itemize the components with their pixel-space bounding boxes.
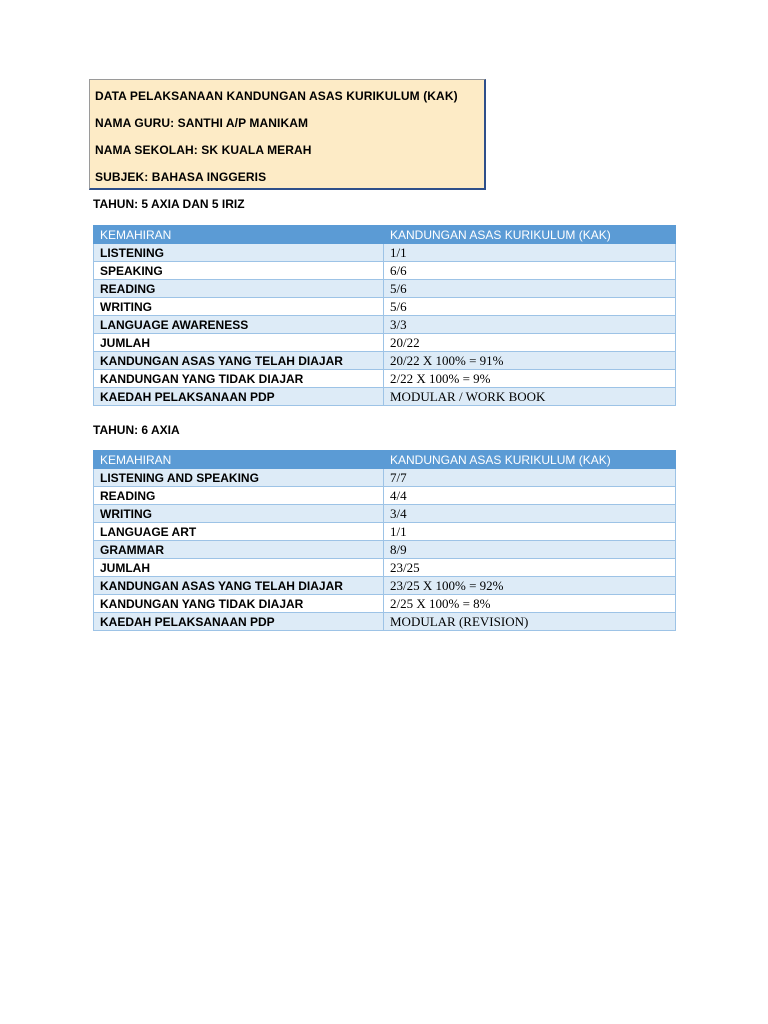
section-label-year5: TAHUN: 5 AXIA DAN 5 IRIZ	[93, 197, 245, 211]
skill-cell: LISTENING	[94, 244, 384, 262]
skill-cell: LANGUAGE ART	[94, 523, 384, 541]
skill-cell: LISTENING AND SPEAKING	[94, 469, 384, 487]
skill-cell: SPEAKING	[94, 262, 384, 280]
header-info-box	[89, 79, 486, 190]
table-row	[94, 280, 676, 298]
value-cell: 5/6	[384, 298, 676, 316]
kak-table-year6	[93, 450, 676, 631]
value-cell: 5/6	[384, 280, 676, 298]
value-cell: 7/7	[384, 469, 676, 487]
table-row	[94, 370, 676, 388]
table-row	[94, 298, 676, 316]
column-header-skill: KEMAHIRAN	[94, 451, 384, 469]
skill-cell: READING	[94, 487, 384, 505]
section-label-year6: TAHUN: 6 AXIA	[93, 423, 180, 437]
table-row	[94, 505, 676, 523]
value-cell: MODULAR / WORK BOOK	[384, 388, 676, 406]
value-cell: 2/25 X 100% = 8%	[384, 595, 676, 613]
table-row	[94, 388, 676, 406]
value-cell: 4/4	[384, 487, 676, 505]
value-cell: 23/25 X 100% = 92%	[384, 577, 676, 595]
skill-cell: WRITING	[94, 298, 384, 316]
table-row	[94, 334, 676, 352]
skill-cell: JUMLAH	[94, 334, 384, 352]
value-cell: 3/3	[384, 316, 676, 334]
value-cell: 3/4	[384, 505, 676, 523]
value-cell: MODULAR (REVISION)	[384, 613, 676, 631]
skill-cell: READING	[94, 280, 384, 298]
table-header-row	[94, 226, 676, 244]
value-cell: 20/22 X 100% = 91%	[384, 352, 676, 370]
table-row	[94, 541, 676, 559]
value-cell: 6/6	[384, 262, 676, 280]
school-name: NAMA SEKOLAH: SK KUALA MERAH	[95, 143, 312, 157]
skill-cell: WRITING	[94, 505, 384, 523]
skill-cell: GRAMMAR	[94, 541, 384, 559]
skill-cell: KANDUNGAN YANG TIDAK DIAJAR	[94, 595, 384, 613]
table-row	[94, 523, 676, 541]
table-row	[94, 262, 676, 280]
table-row	[94, 244, 676, 262]
skill-cell: KANDUNGAN YANG TIDAK DIAJAR	[94, 370, 384, 388]
value-cell: 23/25	[384, 559, 676, 577]
table-row	[94, 487, 676, 505]
column-header-kak: KANDUNGAN ASAS KURIKULUM (KAK)	[384, 451, 676, 469]
table-row	[94, 595, 676, 613]
kak-table-year5	[93, 225, 676, 406]
skill-cell: JUMLAH	[94, 559, 384, 577]
table-header-row	[94, 451, 676, 469]
skill-cell: LANGUAGE AWARENESS	[94, 316, 384, 334]
table-row	[94, 577, 676, 595]
value-cell: 1/1	[384, 523, 676, 541]
document-title: DATA PELAKSANAAN KANDUNGAN ASAS KURIKULUM (KAK)	[95, 89, 458, 103]
value-cell: 8/9	[384, 541, 676, 559]
table-row	[94, 469, 676, 487]
table-row	[94, 559, 676, 577]
subject-name: SUBJEK: BAHASA INGGERIS	[95, 170, 267, 184]
column-header-skill: KEMAHIRAN	[94, 226, 384, 244]
column-header-kak: KANDUNGAN ASAS KURIKULUM (KAK)	[384, 226, 676, 244]
value-cell: 2/22 X 100% = 9%	[384, 370, 676, 388]
skill-cell: KAEDAH PELAKSANAAN PDP	[94, 388, 384, 406]
table-row	[94, 316, 676, 334]
table-row	[94, 613, 676, 631]
value-cell: 1/1	[384, 244, 676, 262]
teacher-name: NAMA GURU: SANTHI A/P MANIKAM	[95, 116, 309, 130]
skill-cell: KANDUNGAN ASAS YANG TELAH DIAJAR	[94, 577, 384, 595]
skill-cell: KANDUNGAN ASAS YANG TELAH DIAJAR	[94, 352, 384, 370]
skill-cell: KAEDAH PELAKSANAAN PDP	[94, 613, 384, 631]
table-row	[94, 352, 676, 370]
value-cell: 20/22	[384, 334, 676, 352]
